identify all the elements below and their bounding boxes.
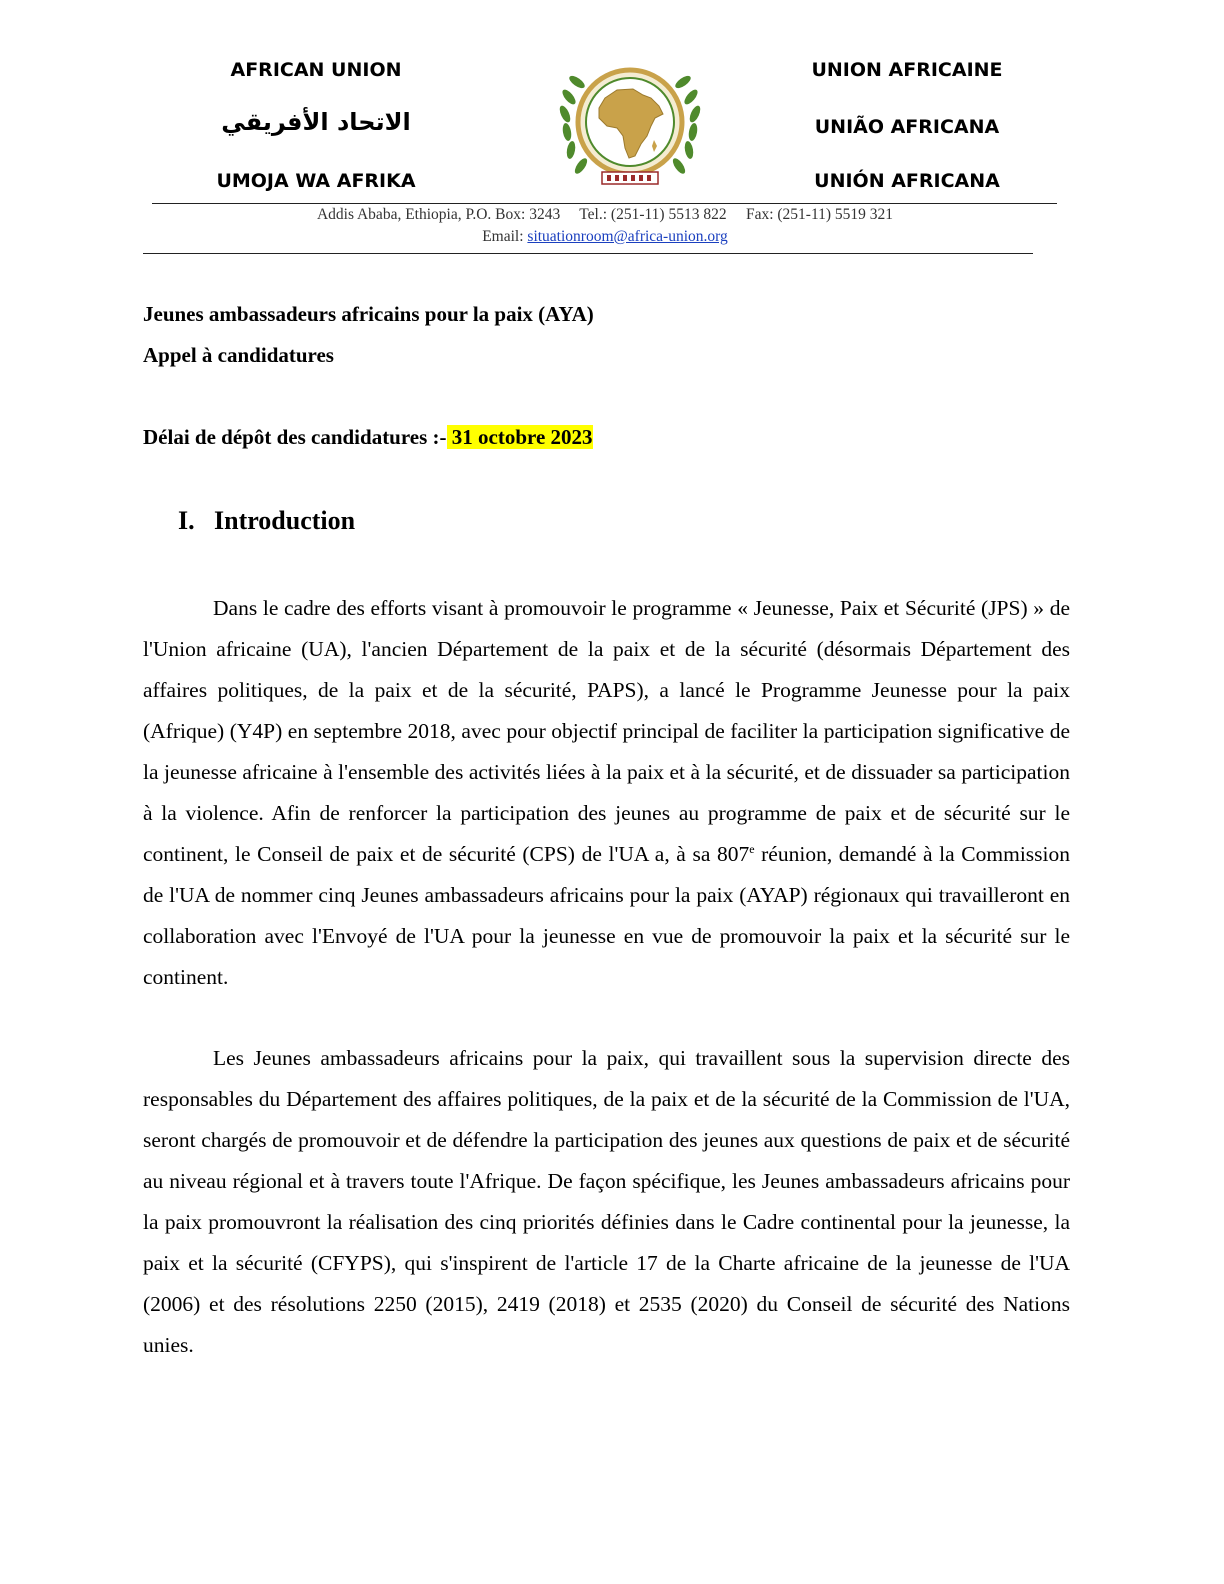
section-number: I.	[178, 506, 195, 535]
paragraph-1-text-b: réunion, demandé à la Commission de l'UA de nommer cinq Jeunes ambassadeurs africains pour la paix (AYAP) régionaux qui travailleront en collaboration avec l'Envoyé de l'UA pour la jeunesse en vue de promouvoir la paix et la sécurité sur le continent.	[143, 842, 1070, 989]
email-line	[150, 228, 1060, 246]
header-divider-bottom	[143, 253, 1033, 254]
email-link[interactable]: situationroom@africa-union.org	[527, 228, 728, 245]
paragraph-2: Les Jeunes ambassadeurs africains pour la paix, qui travaillent sous la supervision directe des responsables du Département des affaires politiques, de la paix et de la sécurité de la Commission de l'UA, seront chargés de promouvoir et de défendre la participation des jeunes aux questions de paix et de sécurité au niveau régional et à travers toute l'Afrique. De façon spécifique, les Jeunes ambassadeurs africains pour la paix promouvront la réalisation des cinq priorités définies dans le Cadre continental pour la jeunesse, la paix et la sécurité (CFYPS), qui s'inspirent de l'article 17 de la Charte africaine de la jeunesse de l'UA (2006) et des résolutions 2250 (2015), 2419 (2018) et 2535 (2020) du Conseil de sécurité des Nations unies.	[143, 1046, 1070, 1357]
ordinal-superscript: e	[749, 842, 755, 856]
document-subtitle: Appel à candidatures	[143, 343, 334, 367]
deadline-label: Délai de dépôt des candidatures :-	[143, 425, 447, 449]
section-title: Introduction	[214, 506, 356, 535]
org-name-english: AFRICAN UNION	[230, 59, 402, 81]
header-divider-top	[152, 203, 1057, 204]
deadline-date: 31 octobre 2023	[446, 425, 593, 449]
paragraph-1-text-a: Dans le cadre des efforts visant à promouvoir le programme « Jeunesse, Paix et Sécurité (JPS) » de l'Union africaine (UA), l'ancien Département de la paix et de la sécurité (désormais Département des affaires politiques, de la paix et de la sécurité, PAPS), a lancé le Programme Jeunesse pour la paix (Afrique) (Y4P) en septembre 2018, avec pour objectif principal de faciliter la participation significative de la jeunesse africaine à l'ensemble des activités liées à la paix et à la sécurité, et de dissuader sa participation à la violence. Afin de renforcer la participation des jeunes au programme de paix et de sécurité sur le continent, le Conseil de paix et de sécurité (CPS) de l'UA a, à sa 807	[143, 596, 1070, 866]
org-name-spanish: UNIÓN AFRICANA	[814, 170, 1000, 192]
org-name-arabic: الاتحاد الأفريقي	[221, 108, 411, 136]
deadline-line	[143, 425, 593, 450]
paragraph-1	[143, 588, 1070, 998]
contact-details: Addis Ababa, Ethiopia, P.O. Box: 3243 Tel.: (251-11) 5513 822 Fax: (251-11) 5519 321	[316, 206, 894, 223]
section-heading	[178, 506, 355, 536]
org-name-portuguese: UNIÃO AFRICANA	[814, 116, 1000, 138]
document-title: Jeunes ambassadeurs africains pour la paix (AYA)	[143, 302, 594, 326]
org-name-french: UNION AFRICAINE	[811, 59, 1003, 81]
org-name-swahili: UMOJA WA AFRIKA	[216, 170, 416, 192]
african-union-emblem-icon	[555, 62, 705, 190]
email-label: Email:	[482, 228, 528, 245]
